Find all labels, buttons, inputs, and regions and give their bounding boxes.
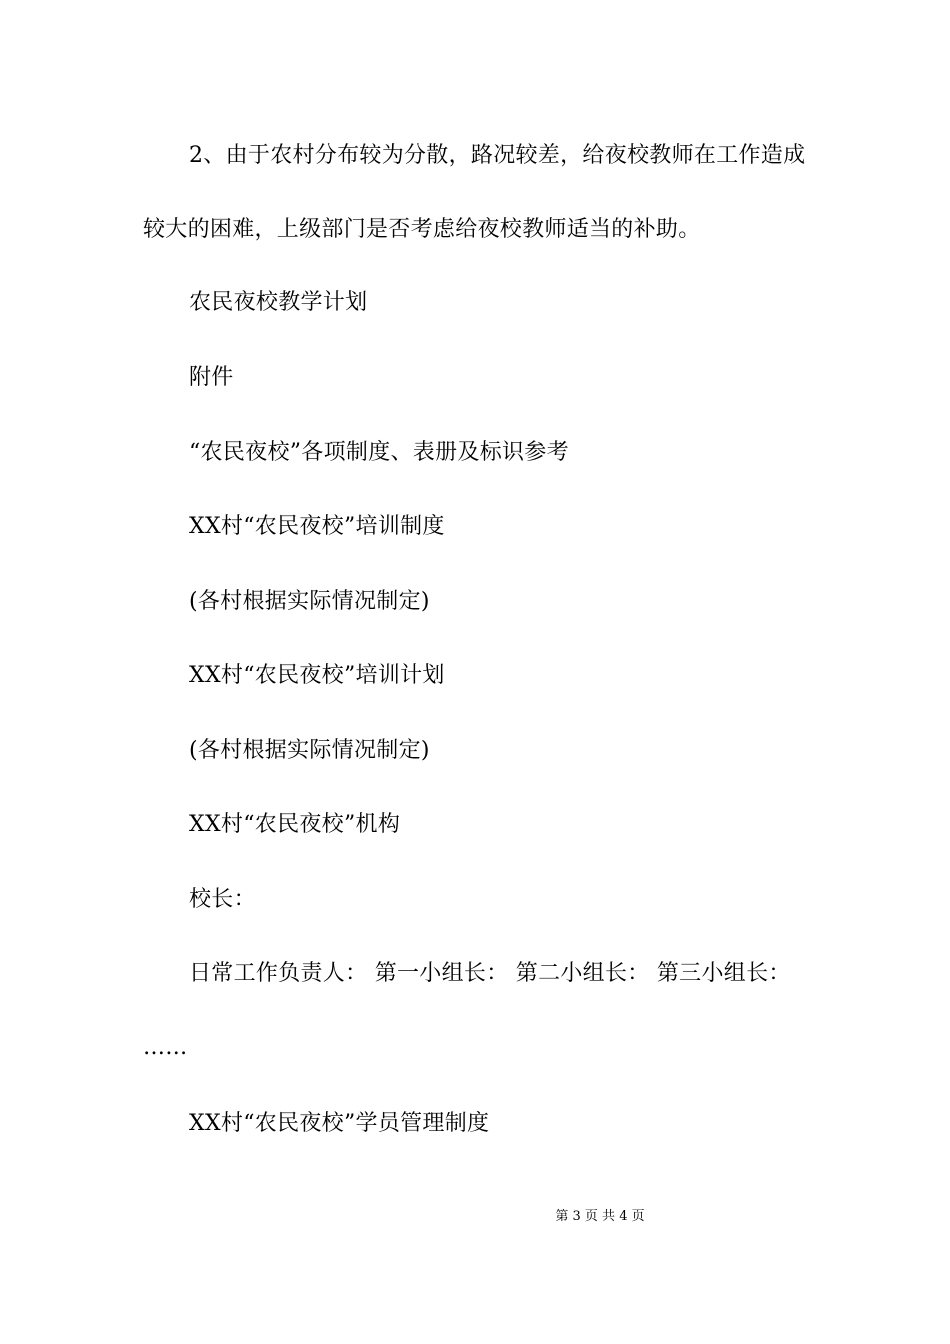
attachment-label: 附件 bbox=[189, 365, 234, 390]
paragraph-line: “农民夜校”各项制度、表册及标识参考 bbox=[189, 440, 569, 465]
paragraph-line: 校长： bbox=[189, 887, 256, 912]
page-number-footer: 第 3 页 共 4 页 bbox=[555, 1209, 645, 1224]
paragraph-line: XX村“农民夜校”培训计划 bbox=[189, 663, 445, 688]
paragraph-line: 日常工作负责人： 第一小组长： 第二小组长： 第三小组长： bbox=[189, 961, 791, 986]
paragraph-line: XX村“农民夜校”机构 bbox=[189, 812, 401, 837]
paragraph-line: …… bbox=[143, 1035, 188, 1060]
paragraph-line: 2、由于农村分布较为分散，路况较差，给夜校教师在工作造成 bbox=[189, 143, 806, 168]
paragraph-line: (各村根据实际情况制定) bbox=[189, 589, 430, 614]
paragraph-line: 较大的困难，上级部门是否考虑给夜校教师适当的补助。 bbox=[143, 217, 701, 242]
paragraph-line: XX村“农民夜校”培训制度 bbox=[189, 514, 445, 539]
section-heading: 农民夜校教学计划 bbox=[189, 290, 368, 315]
paragraph-line: (各村根据实际情况制定) bbox=[189, 738, 430, 763]
paragraph-line: XX村“农民夜校”学员管理制度 bbox=[189, 1111, 490, 1136]
